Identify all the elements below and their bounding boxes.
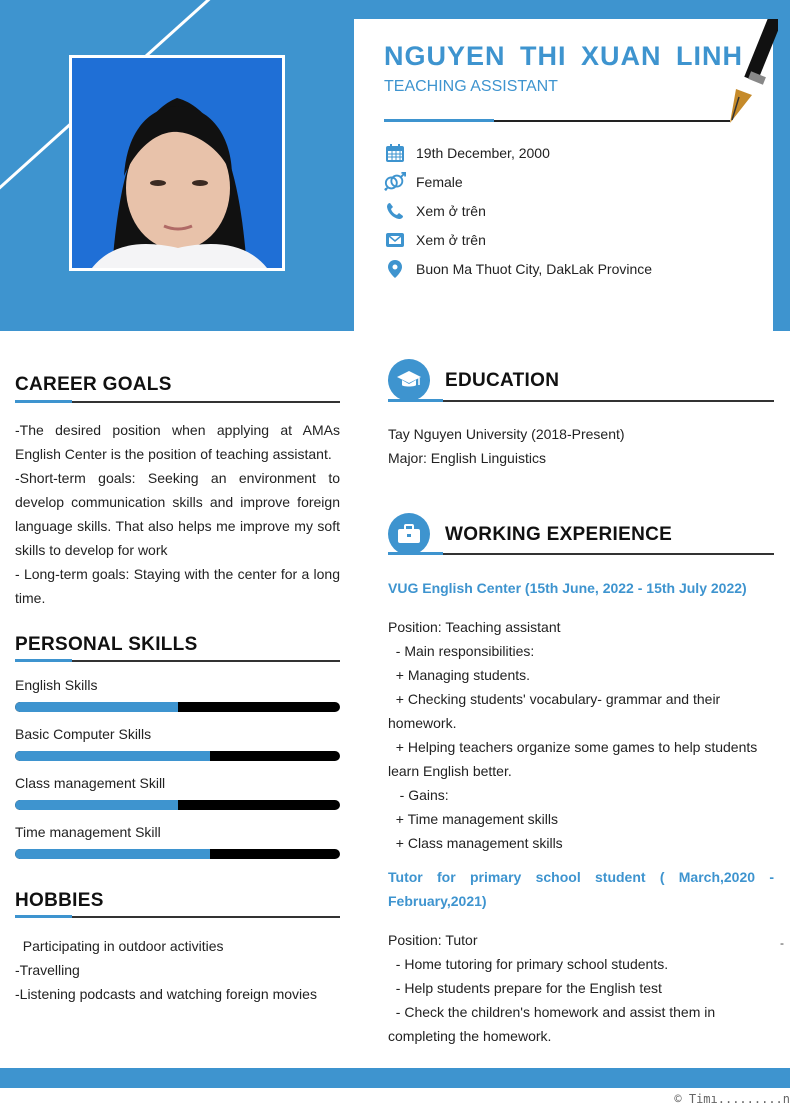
hobby-item: -Listening podcasts and watching foreign movies [15, 986, 317, 1002]
job-position: Position: Tutor [388, 932, 478, 948]
birthday-text: 19th December, 2000 [416, 145, 550, 161]
job-detail: + Helping teachers organize some games to help students learn English better. [388, 739, 762, 779]
contact-birthday [384, 142, 550, 164]
name-card [354, 19, 773, 331]
skill-label: Class management Skill [15, 775, 166, 791]
candidate-name: NGUYEN THI XUAN LINH [384, 41, 744, 71]
skill-fill [15, 751, 210, 761]
education-rule [388, 400, 774, 402]
phone-icon [384, 200, 406, 222]
working-experience-heading: WORKING EXPERIENCE [445, 524, 673, 545]
job-heading: VUG English Center (15th June, 2022 - 15th July 2022) [388, 580, 747, 596]
phone-text: Xem ở trên [416, 203, 486, 219]
skill-bar-computer [15, 751, 340, 761]
contact-gender [384, 171, 463, 193]
working-experience-rule [388, 553, 774, 555]
watermark-text: © Timı.........n [674, 1092, 790, 1106]
title-underline [494, 120, 730, 122]
skill-fill [15, 800, 178, 810]
contact-phone [384, 200, 486, 222]
gender-icon [384, 171, 406, 193]
job-detail: + Checking students' vocabulary- grammar and their homework. [388, 691, 725, 731]
job-detail: - Help students prepare for the English test [388, 980, 662, 996]
title-underline-accent [384, 119, 494, 122]
job-detail: + Managing students. [388, 667, 531, 683]
address-text: Buon Ma Thuot City, DakLak Province [416, 261, 653, 277]
job-heading: Tutor for primary school student ( March,2020 - February,2021) [388, 869, 774, 909]
profile-photo [72, 58, 282, 268]
contact-email [384, 229, 486, 251]
job-title: TEACHING ASSISTANT [384, 78, 558, 95]
education-major: Major: English Linguistics [388, 450, 546, 466]
career-goals-heading: CAREER GOALS [15, 374, 172, 395]
job-detail: - Gains: [388, 787, 449, 803]
hobbies-rule [15, 916, 340, 918]
email-text: Xem ở trên [416, 232, 486, 248]
hobbies-heading: HOBBIES [15, 890, 104, 911]
contact-address [384, 258, 652, 280]
skill-fill [15, 702, 178, 712]
education-school: Tay Nguyen University (2018-Present) [388, 426, 625, 442]
hobby-item: -Travelling [15, 962, 80, 978]
hobby-item: Participating in outdoor activities [15, 938, 224, 954]
job-detail: + Class management skills [388, 835, 563, 851]
skill-label: Time management Skill [15, 824, 161, 840]
briefcase-icon [388, 513, 430, 555]
side-mark: - [780, 936, 784, 950]
job-position: Position: Teaching assistant [388, 619, 561, 635]
skill-label: Basic Computer Skills [15, 726, 152, 742]
location-pin-icon [384, 258, 406, 280]
gender-text: Female [416, 174, 463, 190]
education-heading: EDUCATION [445, 370, 560, 391]
personal-skills-rule [15, 660, 340, 662]
job-detail: + Time management skills [388, 811, 559, 827]
skill-fill [15, 849, 210, 859]
personal-skills-heading: PERSONAL SKILLS [15, 634, 198, 655]
footer-bar [0, 1068, 790, 1088]
job-detail: - Main responsibilities: [388, 643, 535, 659]
career-goals-rule [15, 401, 340, 403]
email-icon [384, 229, 406, 251]
job-detail: - Check the children's homework and assist them in completing the homework. [388, 1004, 720, 1044]
skill-bar-english [15, 702, 340, 712]
graduation-cap-icon [388, 359, 430, 401]
fountain-pen-icon [718, 19, 778, 127]
calendar-icon [384, 142, 406, 164]
profile-photo-frame [69, 55, 285, 271]
job-detail: - Home tutoring for primary school students. [388, 956, 669, 972]
skill-bar-class-management [15, 800, 340, 810]
career-goals-text: -The desired position when applying at AMAs English Center is the position of teaching assistant. -Short-term goals: Seeking an environment to develop communication skills and improve foreign language skills. That also helps me improve my soft skills to develop for work - Long-term goals: Staying with the center for a long time. [15, 422, 340, 606]
portrait-image [72, 58, 282, 268]
skill-bar-time-management [15, 849, 340, 859]
skill-label: English Skills [15, 677, 98, 693]
